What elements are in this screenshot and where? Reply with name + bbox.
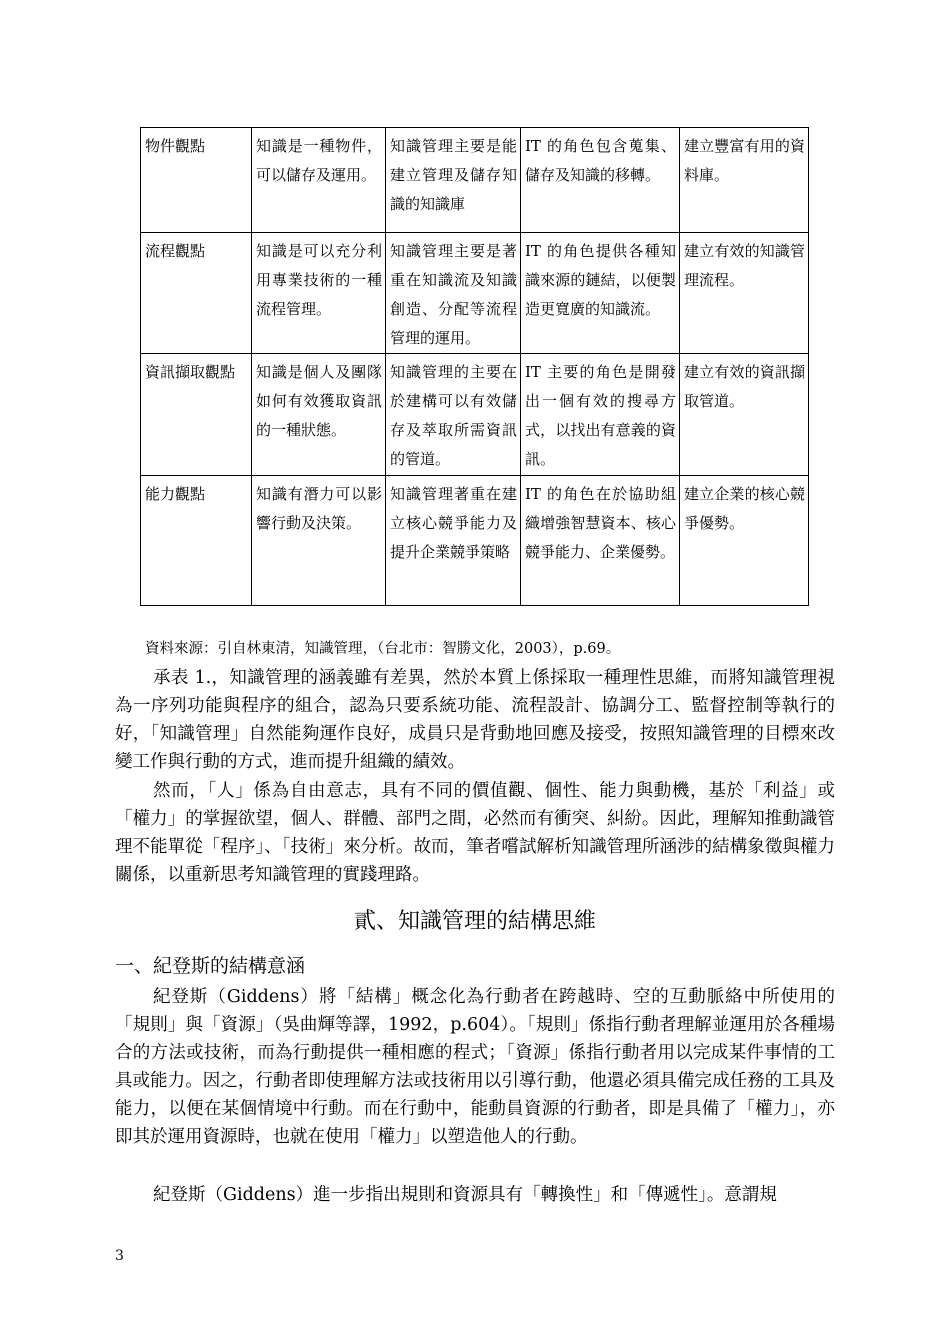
table-cell: 建立有效的資訊擷取管道。 <box>680 354 809 476</box>
section-heading: 貳、知識管理的結構思維 <box>353 909 596 934</box>
table-cell: IT 的角色在於協助組織增強智慧資本、核心競爭能力、企業優勢。 <box>521 476 680 606</box>
table-cell: 知識有潛力可以影響行動及決策。 <box>252 476 386 606</box>
table-cell: IT 的角色提供各種知識來源的鏈結，以便製造更寬廣的知識流。 <box>521 233 680 354</box>
table-cell: 建立有效的知識管理流程。 <box>680 233 809 354</box>
table-row <box>141 476 809 606</box>
table-row <box>141 233 809 354</box>
table-cell: 知識管理的主要在於建構可以有效儲存及萃取所需資訊的管道。 <box>386 354 521 476</box>
paragraph: 紀登斯（Giddens）將「結構」概念化為行動者在跨越時、空的互動脈絡中所使用的「規則」與「資源」（吳曲輝等譯，1992，p.604）。「規則」係指行動者理解並運用於各種場合的方法或技術，而為行動提供一種相應的程式；「資源」係指行動者用以完成某件事情的工具或能力。因之，行動者即使理解方法或技術用以引導行動，他還必須具備完成任務的工具及能力，以便在某個情境中行動。而在行動中，能動員資源的行動者，即是具備了「權力」，亦即其於運用資源時，也就在使用「權力」以塑造他人的行動。 <box>115 987 835 1147</box>
table-cell: 知識管理著重在建立核心競爭能力及提升企業競爭策略 <box>386 476 521 606</box>
table-cell: 資訊擷取觀點 <box>141 354 252 476</box>
table-cell: 知識管理主要是能建立管理及儲存知識的知識庫 <box>386 128 521 233</box>
table-cell: 建立豐富有用的資料庫。 <box>680 128 809 233</box>
table-row <box>141 354 809 476</box>
table-row <box>141 128 809 233</box>
table-cell: 知識是一種物件，可以儲存及運用。 <box>252 128 386 233</box>
paragraph: 承表 1.，知識管理的涵義雖有差異，然於本質上係採取一種理性思維，而將知識管理視為一序列功能與程序的組合，認為只要系統功能、流程設計、協調分工、監督控制等執行的好，「知識管理」自然能夠運作良好，成員只是背動地回應及接受，按照知識管理的目標來改變工作與行動的方式，進而提升組織的績效。 <box>115 668 835 772</box>
table-cell: 知識是個人及團隊如何有效獲取資訊的一種狀態。 <box>252 354 386 476</box>
knowledge-perspectives-table <box>140 127 809 606</box>
table-source-note: 資料來源：引自林東清，知識管理，（台北市：智勝文化，2003），p.69。 <box>145 641 621 657</box>
table-cell: 能力觀點 <box>141 476 252 606</box>
table-cell: 知識是可以充分利用專業技術的一種流程管理。 <box>252 233 386 354</box>
table-cell: IT 主要的角色是開發出一個有效的搜尋方式，以找出有意義的資訊。 <box>521 354 680 476</box>
subsection-heading: 一、紀登斯的結構意涵 <box>115 955 306 977</box>
table-cell: 物件觀點 <box>141 128 252 233</box>
page-number: 3 <box>115 1248 124 1264</box>
table-cell: 建立企業的核心競爭優勢。 <box>680 476 809 606</box>
paragraph: 紀登斯（Giddens）進一步指出規則和資源具有「轉換性」和「傳遞性」。意謂規 <box>153 1185 777 1205</box>
paragraph: 然而，「人」係為自由意志，具有不同的價值觀、個性、能力與動機，基於「利益」或「權力」的掌握欲望，個人、群體、部門之間，必然而有衝突、糾紛。因此，理解知推動識管理不能單從「程序」、「技術」來分析。故而，筆者嚐試解析知識管理所涵涉的結構象徵與權力關係，以重新思考知識管理的實踐理路。 <box>115 781 835 885</box>
table-cell: 流程觀點 <box>141 233 252 354</box>
table-cell: IT 的角色包含蒐集、儲存及知識的移轉。 <box>521 128 680 233</box>
table-cell: 知識管理主要是著重在知識流及知識創造、分配等流程管理的運用。 <box>386 233 521 354</box>
